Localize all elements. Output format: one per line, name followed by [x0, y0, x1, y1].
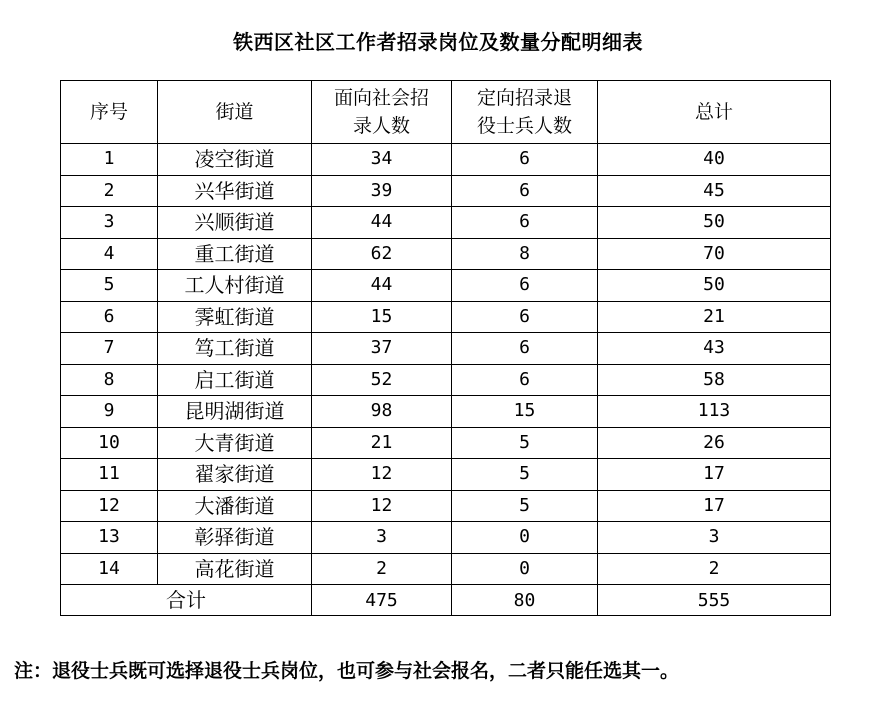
header-total: 总计: [598, 81, 831, 144]
table-row: [61, 427, 831, 459]
street-name: 大潘街道: [158, 490, 312, 522]
row-index: 1: [61, 144, 158, 176]
table-row: [61, 175, 831, 207]
row-index: 13: [61, 522, 158, 554]
table-row: [61, 396, 831, 428]
street-name: 昆明湖街道: [158, 396, 312, 428]
table-body: [61, 144, 831, 585]
social-count: 12: [312, 490, 452, 522]
total-count: 3: [598, 522, 831, 554]
total-count: 40: [598, 144, 831, 176]
social-count: 12: [312, 459, 452, 491]
total-sum: 555: [598, 585, 831, 616]
table-row: [61, 553, 831, 585]
social-count: 21: [312, 427, 452, 459]
table-row: [61, 522, 831, 554]
footnote: 注：退役士兵既可选择退役士兵岗位，也可参与社会报名，二者只能任选其一。: [14, 660, 680, 682]
veteran-count: 6: [452, 301, 598, 333]
row-index: 6: [61, 301, 158, 333]
street-name: 工人村街道: [158, 270, 312, 302]
table-row: [61, 144, 831, 176]
row-index: 2: [61, 175, 158, 207]
social-count: 62: [312, 238, 452, 270]
header-social-recruitment: 面向社会招录人数: [312, 81, 452, 144]
row-index: 11: [61, 459, 158, 491]
street-name: 兴顺街道: [158, 207, 312, 239]
veteran-count: 0: [452, 553, 598, 585]
street-name: 兴华街道: [158, 175, 312, 207]
row-index: 3: [61, 207, 158, 239]
veteran-count: 5: [452, 490, 598, 522]
table-header-row: [61, 81, 831, 144]
row-index: 8: [61, 364, 158, 396]
document-title: 铁西区社区工作者招录岗位及数量分配明细表: [233, 30, 643, 54]
total-count: 21: [598, 301, 831, 333]
total-count: 2: [598, 553, 831, 585]
social-count: 2: [312, 553, 452, 585]
veteran-count: 15: [452, 396, 598, 428]
table-row: [61, 238, 831, 270]
total-count: 70: [598, 238, 831, 270]
street-name: 霁虹街道: [158, 301, 312, 333]
street-name: 凌空街道: [158, 144, 312, 176]
veteran-count: 6: [452, 270, 598, 302]
header-index: 序号: [61, 81, 158, 144]
row-index: 7: [61, 333, 158, 365]
social-count: 98: [312, 396, 452, 428]
street-name: 笃工街道: [158, 333, 312, 365]
total-count: 50: [598, 270, 831, 302]
veteran-count: 6: [452, 175, 598, 207]
total-count: 43: [598, 333, 831, 365]
veteran-count: 5: [452, 427, 598, 459]
veteran-count: 8: [452, 238, 598, 270]
social-count: 3: [312, 522, 452, 554]
table-row: [61, 333, 831, 365]
row-index: 12: [61, 490, 158, 522]
row-index: 9: [61, 396, 158, 428]
veteran-count: 6: [452, 144, 598, 176]
table-row: [61, 207, 831, 239]
table-row: [61, 490, 831, 522]
street-name: 启工街道: [158, 364, 312, 396]
street-name: 高花街道: [158, 553, 312, 585]
total-count: 17: [598, 459, 831, 491]
total-veteran: 80: [452, 585, 598, 616]
social-count: 34: [312, 144, 452, 176]
row-index: 10: [61, 427, 158, 459]
table-row: [61, 459, 831, 491]
total-count: 113: [598, 396, 831, 428]
street-name: 重工街道: [158, 238, 312, 270]
row-index: 14: [61, 553, 158, 585]
total-row: [61, 585, 831, 616]
total-count: 17: [598, 490, 831, 522]
table-row: [61, 364, 831, 396]
header-veteran-recruitment: 定向招录退役士兵人数: [452, 81, 598, 144]
social-count: 39: [312, 175, 452, 207]
social-count: 37: [312, 333, 452, 365]
total-count: 26: [598, 427, 831, 459]
street-name: 彰驿街道: [158, 522, 312, 554]
social-count: 44: [312, 270, 452, 302]
street-name: 翟家街道: [158, 459, 312, 491]
table-row: [61, 270, 831, 302]
veteran-count: 0: [452, 522, 598, 554]
veteran-count: 6: [452, 207, 598, 239]
header-street: 街道: [158, 81, 312, 144]
total-count: 45: [598, 175, 831, 207]
veteran-count: 6: [452, 364, 598, 396]
total-label: 合计: [61, 585, 312, 616]
row-index: 5: [61, 270, 158, 302]
total-social: 475: [312, 585, 452, 616]
total-count: 58: [598, 364, 831, 396]
social-count: 15: [312, 301, 452, 333]
street-name: 大青街道: [158, 427, 312, 459]
social-count: 52: [312, 364, 452, 396]
row-index: 4: [61, 238, 158, 270]
allocation-table: [60, 80, 831, 616]
total-count: 50: [598, 207, 831, 239]
veteran-count: 5: [452, 459, 598, 491]
table-row: [61, 301, 831, 333]
veteran-count: 6: [452, 333, 598, 365]
social-count: 44: [312, 207, 452, 239]
